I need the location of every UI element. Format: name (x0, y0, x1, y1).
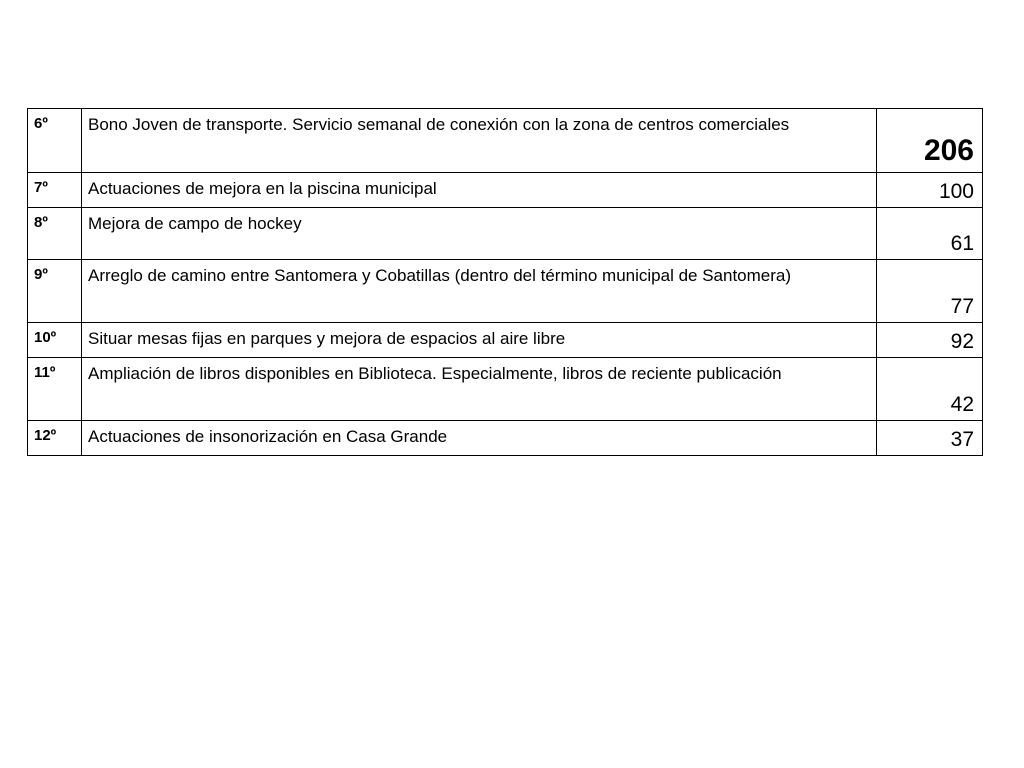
rank-cell: 9º (28, 260, 82, 323)
votes-cell: 100 (877, 173, 983, 208)
table-row (28, 260, 983, 323)
rank-cell: 11º (28, 358, 82, 421)
proposal-description-cell: Situar mesas fijas en parques y mejora de espacios al aire libre (82, 323, 877, 358)
table-row (28, 173, 983, 208)
table-row (28, 358, 983, 421)
rank-cell: 10º (28, 323, 82, 358)
table-row (28, 323, 983, 358)
table-row (28, 208, 983, 260)
proposals-ranking-table (27, 108, 983, 456)
proposals-table-container (27, 108, 982, 456)
votes-cell: 42 (877, 358, 983, 421)
table-row (28, 109, 983, 173)
rank-cell: 12º (28, 421, 82, 456)
votes-cell: 92 (877, 323, 983, 358)
proposal-description-cell: Ampliación de libros disponibles en Biblioteca. Especialmente, libros de reciente publicación (82, 358, 877, 421)
votes-cell: 206 (877, 109, 983, 173)
proposal-description-cell: Arreglo de camino entre Santomera y Cobatillas (dentro del término municipal de Santomera) (82, 260, 877, 323)
votes-cell: 77 (877, 260, 983, 323)
rank-cell: 7º (28, 173, 82, 208)
proposal-description-cell: Mejora de campo de hockey (82, 208, 877, 260)
votes-cell: 61 (877, 208, 983, 260)
votes-cell: 37 (877, 421, 983, 456)
proposal-description-cell: Bono Joven de transporte. Servicio semanal de conexión con la zona de centros comerciales (82, 109, 877, 173)
rank-cell: 8º (28, 208, 82, 260)
proposal-description-cell: Actuaciones de insonorización en Casa Grande (82, 421, 877, 456)
rank-cell: 6º (28, 109, 82, 173)
table-row (28, 421, 983, 456)
proposal-description-cell: Actuaciones de mejora en la piscina municipal (82, 173, 877, 208)
